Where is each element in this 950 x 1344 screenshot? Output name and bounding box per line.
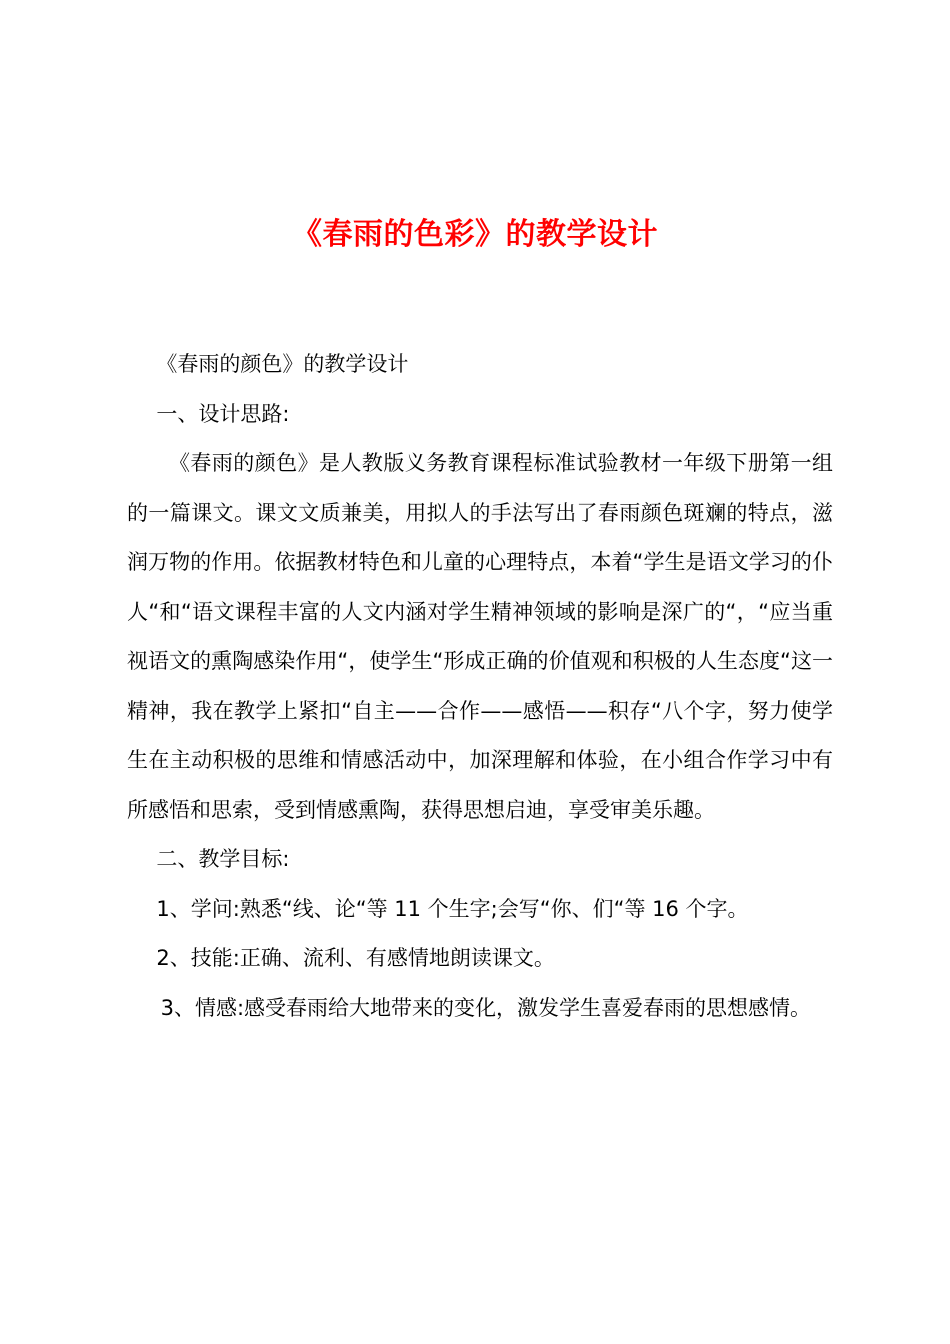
section-heading-teaching-goals: 二、教学目标: — [156, 847, 290, 871]
goal-item-emotion: 3、情感:感受春雨给大地带来的变化，激发学生喜爱春雨的思想感情。 — [160, 995, 812, 1020]
goal-item-skill: 2、技能:正确、流利、有感情地朗读课文。 — [156, 946, 555, 970]
document-title: 《春雨的色彩》的教学设计 — [292, 217, 658, 252]
section-heading-design-idea: 一、设计思路: — [156, 401, 290, 426]
document-body — [127, 340, 833, 1033]
subtitle: 《春雨的颜色》的教学设计 — [156, 352, 409, 376]
goal-item-knowledge: 1、学问:熟悉“线、论“等 11 个生字;会写“你、们“等 16 个字。 — [156, 896, 749, 921]
design-idea-paragraph: 《春雨的颜色》是人教版义务教育课程标准试验教材一年级下册第一组的一篇课文。课文文质兼美，用拟人的手法写出了春雨颜色斑斓的特点，滋润万物的作用。依据教材特色和儿童的心理特点，本着“学生是语文学习的仆人“和“语文课程丰富的人文内涵对学生精神领域的影响是深广的“，“应当重视语文的熏陶感染作用“，使学生“形成正确的价值观和积极的人生态度“这一精神，我在教学上紧扣“自主——合作——感悟——积存“八个字，努力使学生在主动积极的思维和情感活动中，加深理解和体验，在小组合作学习中有所感悟和思索，受到情感熏陶，获得思想启迪，享受审美乐趣。 — [127, 451, 833, 822]
